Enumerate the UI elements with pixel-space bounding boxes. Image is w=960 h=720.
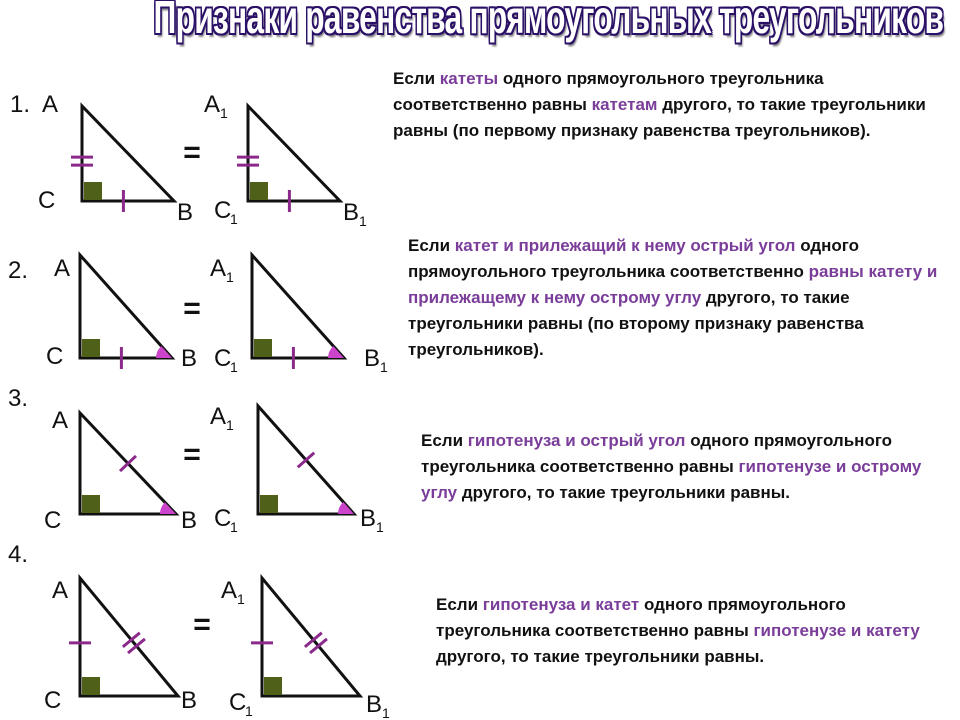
- vertex-label-b-subscript: 1: [359, 213, 367, 229]
- rule-text-2: [408, 233, 953, 363]
- rule-phrase: Если: [436, 595, 483, 614]
- right-angle-marker: [254, 339, 272, 357]
- vertex-label-c: C: [229, 689, 247, 716]
- vertex-label-b: B: [360, 505, 377, 532]
- right-angle-marker: [82, 495, 100, 513]
- vertex-label-b: B: [343, 199, 360, 226]
- vertex-label-a-subscript: 1: [226, 269, 234, 285]
- case-number: 2.: [8, 257, 29, 284]
- rule-phrase: одного прямоугольного треугольника соответственно: [408, 236, 860, 281]
- vertex-label-a-subscript: 1: [237, 591, 245, 607]
- right-angle-marker: [260, 495, 278, 513]
- rule-phrase: одного прямоугольного треугольника соответственно равны: [393, 69, 824, 114]
- vertex-label-c-subscript: 1: [245, 703, 253, 719]
- vertex-label-a-subscript: 1: [226, 417, 234, 433]
- equals-sign: =: [183, 136, 201, 169]
- rule-phrase: Если: [421, 431, 468, 450]
- highlighted-phrase: катет и прилежащий к нему острый угол: [454, 236, 796, 255]
- vertex-label-c-subscript: 1: [230, 359, 238, 375]
- equals-sign: =: [183, 292, 201, 325]
- case-number: 4.: [8, 541, 29, 568]
- vertex-label-a: A: [204, 91, 221, 118]
- vertex-label-a: A: [54, 255, 71, 282]
- vertex-label-b: B: [366, 691, 383, 718]
- case-number: 1.: [10, 91, 31, 118]
- right-angle-marker: [84, 182, 102, 200]
- highlighted-phrase: гипотенузе и катету: [753, 621, 920, 640]
- vertex-label-a: A: [52, 407, 69, 434]
- vertex-label-a: A: [210, 403, 227, 430]
- vertex-label-c: C: [38, 187, 56, 214]
- right-angle-marker: [264, 677, 282, 695]
- vertex-label-c: C: [214, 345, 232, 372]
- vertex-label-a-subscript: 1: [220, 105, 228, 121]
- right-angle-marker: [82, 339, 100, 357]
- rule-phrase: другого, то такие треугольники равны.: [436, 647, 765, 666]
- vertex-label-b: B: [364, 345, 381, 372]
- right-angle-marker: [250, 182, 268, 200]
- vertex-label-c: C: [214, 505, 232, 532]
- case-number: 3.: [8, 385, 29, 412]
- rule-text-4: [436, 592, 946, 670]
- vertex-label-c: C: [44, 507, 62, 534]
- rule-phrase: Если: [393, 69, 440, 88]
- vertex-label-c-subscript: 1: [230, 211, 238, 227]
- rule-phrase: другого, то такие треугольники равны (по второму признаку равенства треугольников).: [408, 288, 864, 359]
- equals-sign: =: [193, 608, 211, 641]
- vertex-label-a: A: [52, 577, 69, 604]
- highlighted-phrase: гипотенуза и острый угол: [467, 431, 686, 450]
- rule-phrase: другого, то такие треугольники равны (по первому признаку равенства треугольников).: [393, 95, 926, 140]
- highlighted-phrase: гипотенузе и острому углу: [421, 457, 922, 502]
- rule-phrase: Если: [408, 236, 455, 255]
- vertex-label-a: A: [42, 91, 59, 118]
- vertex-label-b: B: [181, 345, 198, 372]
- highlighted-phrase: катетам: [591, 95, 658, 114]
- rule-text-1: [393, 66, 953, 144]
- right-angle-marker: [82, 677, 100, 695]
- vertex-label-c-subscript: 1: [230, 519, 238, 535]
- vertex-label-a: A: [210, 255, 227, 282]
- vertex-label-b-subscript: 1: [380, 359, 388, 375]
- equals-sign: =: [183, 438, 201, 471]
- rule-text-3: [421, 428, 951, 506]
- vertex-label-a: A: [221, 577, 238, 604]
- vertex-label-b: B: [181, 687, 198, 714]
- vertex-label-b: B: [181, 507, 198, 534]
- rule-phrase: другого, то такие треугольники равны.: [457, 483, 791, 502]
- vertex-label-b-subscript: 1: [376, 519, 384, 535]
- vertex-label-c: C: [44, 687, 62, 714]
- highlighted-phrase: равны катету и прилежащему к нему острому углу: [408, 262, 938, 307]
- vertex-label-b-subscript: 1: [382, 705, 390, 720]
- rule-phrase: одного прямоугольного треугольника соответственно равны: [421, 431, 893, 476]
- rule-phrase: одного прямоугольного треугольника соответственно равны: [436, 595, 846, 640]
- slide-title: Признаки равенства прямоугольных треугольников: [153, 0, 944, 44]
- vertex-label-c: C: [46, 343, 64, 370]
- vertex-label-b: B: [177, 199, 194, 226]
- highlighted-phrase: катеты: [439, 69, 499, 88]
- highlighted-phrase: гипотенуза и катет: [482, 595, 640, 614]
- vertex-label-c: C: [214, 197, 232, 224]
